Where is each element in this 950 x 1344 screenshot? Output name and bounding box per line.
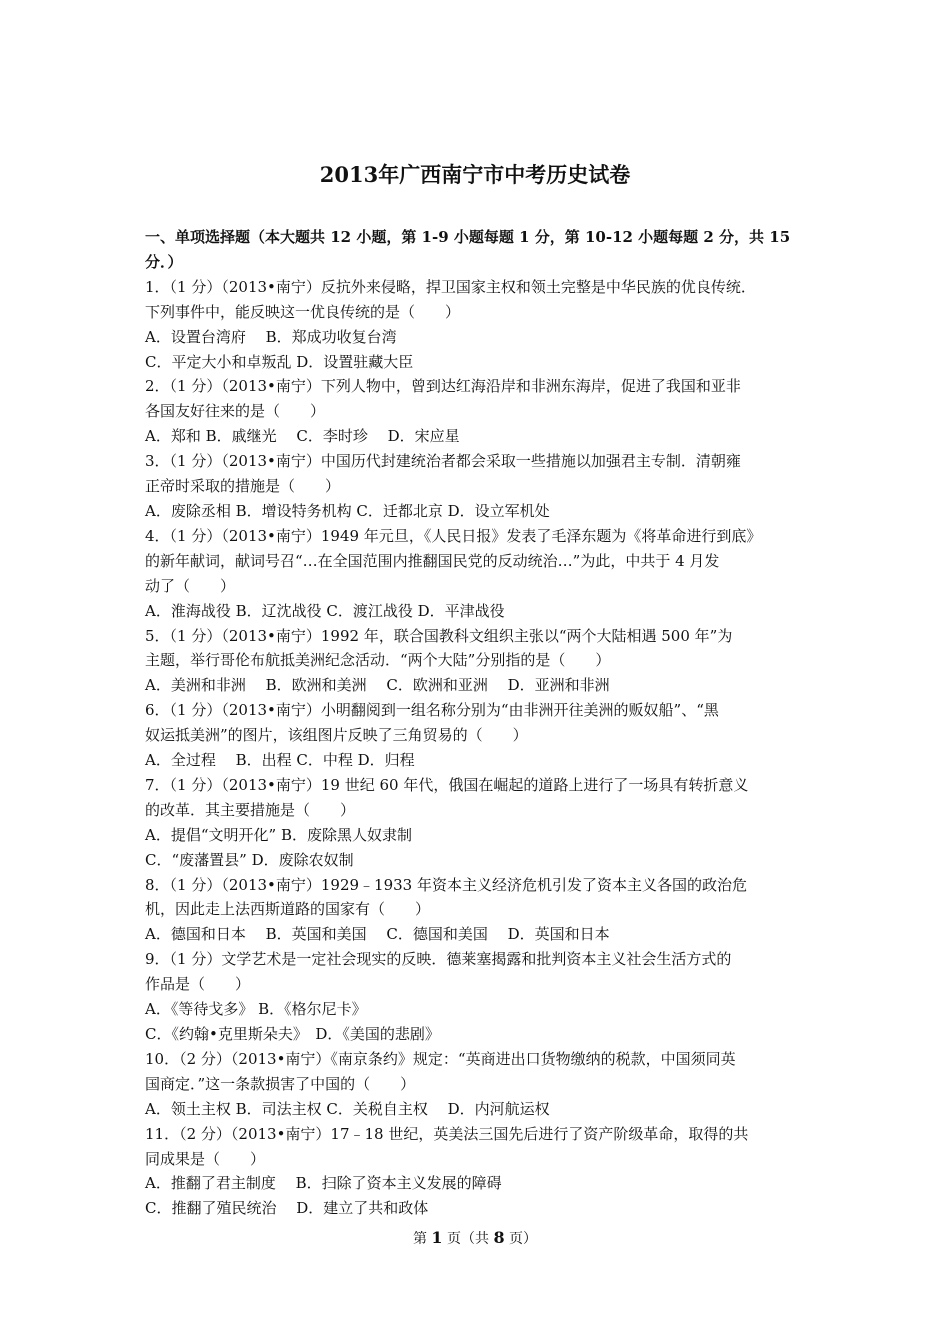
footer-middle: 页（共 [442,1231,494,1247]
question-stem [145,1047,813,1097]
answer-options [145,922,813,947]
answer-option-line: A．《等待戈多》 B．《格尔尼卡》 [145,1000,367,1019]
question-stem-line: 2．（1 分）（2013•南宁）下列人物中，曾到达红海沿岸和非洲东海岸，促进了我国和亚非 [145,377,741,396]
question-stem [145,773,813,823]
answer-option-line: C．平定大小和卓叛乱 D．设置驻藏大臣 [145,352,414,371]
question-stem-line: 3．（1 分）（2013•南宁）中国历代封建统治者都会采取一些措施以加强君主专制．清朝雍 [145,452,741,471]
question-stem-line: 6．（1 分）（2013•南宁）小明翻阅到一组名称分别为“由非洲开往美洲的贩奴船”、“黑 [145,701,719,720]
section-heading-line: 一、单项选择题（本大题共 12 小题，第 1-9 小题每题 1 分，第 10-12 小题每题 2 分，共 15 [145,228,791,246]
question-item [145,1122,813,1222]
question-stem-line: 正帝时采取的措施是（ ） [145,477,341,496]
answer-options [145,823,813,873]
question-stem-line: 的改革．其主要措施是（ ） [145,800,356,819]
question-stem [145,947,813,997]
answer-option-line: A．郑和 B．戚继光 C．李时珍 D．宋应星 [145,427,460,446]
question-item [145,773,813,873]
question-stem [145,1122,813,1172]
question-list [145,275,813,1221]
page-footer [0,1226,950,1251]
question-item [145,275,813,375]
answer-option-line: A．推翻了君主制度 B．扫除了资本主义发展的障碍 [145,1174,502,1193]
question-stem [145,449,813,499]
section-heading [145,225,813,275]
question-stem-line: 作品是（ ） [145,975,251,994]
question-stem-line: 下列事件中，能反映这一优良传统的是（ ） [145,302,461,321]
footer-prefix: 第 [412,1231,432,1247]
exam-content [145,225,813,1221]
question-stem-line: 国商定．”这一条款损害了中国的（ ） [145,1074,416,1093]
answer-options [145,1097,813,1122]
total-page-number: 8 [493,1228,505,1247]
answer-option-line: A．淮海战役 B．辽沈战役 C．渡江战役 D．平津战役 [145,601,505,620]
question-stem-line: 9．（1 分）文学艺术是一定社会现实的反映．德莱塞揭露和批判资本主义社会生活方式的 [145,950,732,969]
question-stem-line: 7．（1 分）（2013•南宁）19 世纪 60 年代，俄国在崛起的道路上进行了一场具有转折意义 [145,775,749,794]
answer-option-line: A．美洲和非洲 B．欧洲和美洲 C．欧洲和亚洲 D．亚洲和非洲 [145,676,610,695]
answer-option-line: A．全过程 B．出程 C．中程 D．归程 [145,751,415,770]
answer-option-line: A．德国和日本 B．英国和美国 C．德国和美国 D．英国和日本 [145,925,610,944]
answer-option-line: A．提倡“文明开化” B．废除黑人奴隶制 [145,825,412,844]
question-stem-line: 机，因此走上法西斯道路的国家有（ ） [145,900,431,919]
answer-option-line: A．废除丞相 B．增设特务机构 C．迁都北京 D．设立军机处 [145,501,550,520]
question-stem [145,524,813,599]
question-stem [145,275,813,325]
answer-option-line: C．《约翰•克里斯朵夫》 D．《美国的悲剧》 [145,1025,440,1043]
answer-options [145,424,813,449]
question-stem-line: 11．（2 分）（2013•南宁）17﹣18 世纪，英美法三国先后进行了资产阶级革命，取得的共 [145,1124,749,1143]
question-stem-line: 奴运抵美洲”的图片，该组图片反映了三角贸易的（ ） [145,726,528,745]
question-stem [145,873,813,923]
question-item [145,449,813,524]
answer-options [145,673,813,698]
question-stem [145,698,813,748]
answer-options [145,499,813,524]
question-item [145,374,813,449]
answer-options [145,1171,813,1221]
section-heading-line: 分．） [145,252,183,271]
question-item [145,1047,813,1122]
answer-options [145,599,813,624]
question-stem-line: 5．（1 分）（2013•南宁）1992 年，联合国教科文组织主张以“两个大陆相遇 500 年”为 [145,626,733,645]
question-item [145,698,813,773]
answer-options [145,997,813,1047]
answer-option-line: C．推翻了殖民统治 D．建立了共和政体 [145,1199,429,1218]
footer-suffix: 页） [504,1231,538,1247]
question-stem-line: 主题，举行哥伦布航抵美洲纪念活动．“两个大陆”分别指的是（ ） [145,651,611,670]
question-stem [145,624,813,674]
answer-options [145,325,813,375]
answer-option-line: A．领土主权 B．司法主权 C．关税自主权 D．内河航运权 [145,1099,550,1118]
question-item [145,947,813,1047]
question-stem-line: 1．（1 分）（2013•南宁）反抗外来侵略，捍卫国家主权和领土完整是中华民族的优良传统． [145,277,756,296]
question-stem-line: 4．（1 分）（2013•南宁）1949 年元旦，《人民日报》发表了毛泽东题为《将革命进行到底》 [145,526,762,545]
answer-option-line: C．“废藩置县” D．废除农奴制 [145,850,354,869]
question-stem [145,374,813,424]
question-stem-line: 8．（1 分）（2013•南宁）1929﹣1933 年资本主义经济危机引发了资本主义各国的政治危 [145,875,747,894]
page-title: 2013年广西南宁市中考历史试卷 [319,162,631,187]
question-item [145,624,813,699]
question-stem-line: 的新年献词，献词号召“…在全国范围内推翻国民党的反动统治…”为此，中共于 4 月发 [145,551,720,570]
question-item [145,873,813,948]
question-stem-line: 10．（2 分）（2013•南宁）《南京条约》规定：“英商进出口货物缴纳的税款，中国须同英 [145,1049,736,1068]
question-stem-line: 各国友好往来的是（ ） [145,402,326,421]
question-item [145,524,813,624]
answer-options [145,748,813,773]
current-page-number: 1 [431,1228,443,1247]
question-stem-line: 动了（ ） [145,576,236,595]
question-stem-line: 同成果是（ ） [145,1149,266,1168]
answer-option-line: A．设置台湾府 B．郑成功收复台湾 [145,327,397,346]
